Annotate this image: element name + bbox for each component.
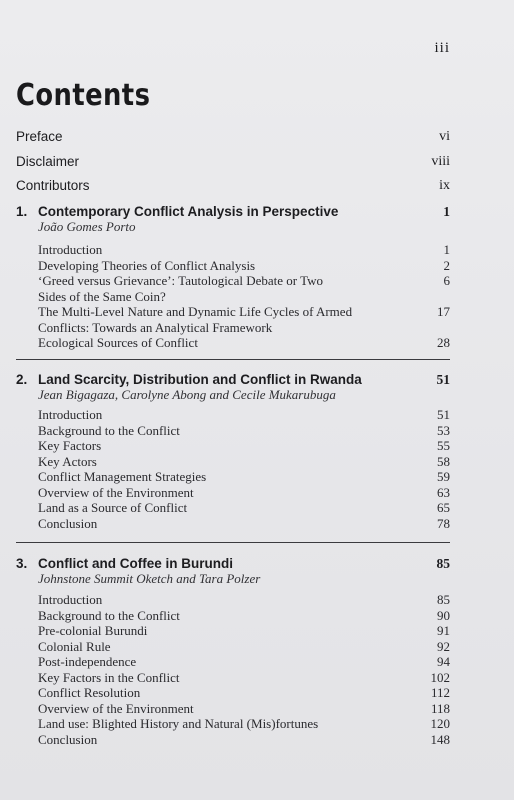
- section-entry: [38, 639, 450, 655]
- section-entry: [38, 732, 450, 748]
- section-page: 118: [430, 700, 450, 716]
- section-entry: [38, 335, 450, 351]
- section-entry: [38, 273, 450, 304]
- entry-page: viii: [431, 154, 450, 169]
- section-page: 112: [430, 685, 450, 700]
- section-page: 28: [437, 335, 450, 350]
- section-entry: [38, 242, 450, 258]
- section-entry: [38, 500, 450, 516]
- section-title: Colonial Rule: [38, 638, 111, 654]
- section-page: 148: [430, 731, 450, 747]
- section-page: 102: [430, 669, 450, 685]
- section-page: 91: [437, 623, 450, 638]
- section-title: Conflict Resolution: [38, 685, 141, 700]
- chapter-page: 85: [436, 556, 450, 571]
- section-entry: [38, 304, 450, 335]
- section-title: ‘Greed versus Grievance’: Tautological Debate or Two Sides of the Same Coin?: [38, 273, 324, 304]
- section-entry: [38, 716, 450, 732]
- chapter-page: 51: [436, 372, 450, 387]
- section-entry: [38, 685, 450, 701]
- section-page: 17: [437, 304, 450, 319]
- chapter-divider: [16, 542, 450, 543]
- toc-entry-contributors: [16, 178, 450, 193]
- section-entry: [38, 469, 450, 485]
- section-title: Conclusion: [38, 731, 98, 747]
- section-page: 63: [437, 484, 450, 500]
- chapter-heading: [16, 372, 450, 388]
- chapter-title: Contemporary Conflict Analysis in Perspective: [38, 204, 339, 219]
- section-page: 53: [437, 422, 450, 438]
- chapter-number: 1.: [16, 204, 28, 219]
- section-entry: [38, 654, 450, 670]
- chapter-authors: João Gomes Porto: [38, 219, 136, 234]
- section-entry: [38, 454, 450, 470]
- section-entry: [38, 438, 450, 454]
- section-entry: [38, 485, 450, 501]
- section-entry: [38, 407, 450, 423]
- section-title: Key Factors: [38, 438, 102, 453]
- section-page: 92: [437, 638, 450, 654]
- chapter-heading: [16, 204, 450, 220]
- section-title: Introduction: [38, 407, 103, 422]
- toc-entry-preface: [16, 129, 450, 144]
- section-page: 94: [437, 654, 450, 669]
- section-page: 59: [437, 469, 450, 484]
- page-number: iii: [434, 40, 450, 56]
- section-page: 85: [437, 592, 450, 607]
- entry-label: Preface: [16, 129, 63, 144]
- section-page: 55: [437, 438, 450, 453]
- section-title: Ecological Sources of Conflict: [38, 335, 198, 350]
- chapter-heading: [16, 556, 450, 572]
- section-entry: [38, 423, 450, 439]
- section-page: 51: [437, 407, 450, 422]
- section-title: Pre-colonial Burundi: [38, 623, 148, 638]
- section-page: 58: [437, 453, 450, 469]
- chapter-authors: Jean Bigagaza, Carolyne Abong and Cecile Mukarubuga: [38, 387, 336, 402]
- section-title: Land use: Blighted History and Natural (Mis)fortunes: [38, 716, 319, 731]
- section-title: The Multi-Level Nature and Dynamic Life Cycles of Armed Conflicts: Towards an Analytical Framework: [38, 304, 353, 335]
- section-entry: [38, 701, 450, 717]
- chapter-divider: [16, 359, 450, 360]
- section-title: Introduction: [38, 242, 103, 257]
- section-title: Conflict Management Strategies: [38, 469, 207, 484]
- chapter-page: 1: [443, 204, 450, 219]
- section-title: Post-independence: [38, 654, 137, 669]
- section-page: 1: [443, 242, 450, 257]
- entry-label: Contributors: [16, 178, 90, 193]
- chapter-number: 3.: [16, 556, 28, 571]
- section-page: 120: [430, 716, 450, 731]
- chapter-number: 2.: [16, 372, 28, 387]
- section-page: 78: [437, 515, 450, 531]
- section-entry: [38, 592, 450, 608]
- section-title: Background to the Conflict: [38, 607, 180, 623]
- section-page: 65: [437, 500, 450, 515]
- section-title: Conclusion: [38, 515, 98, 531]
- section-page: 90: [437, 607, 450, 623]
- section-title: Background to the Conflict: [38, 422, 180, 438]
- section-page: 2: [443, 257, 450, 273]
- contents-heading: Contents: [16, 78, 151, 113]
- chapter-3: [16, 556, 450, 747]
- section-title: Introduction: [38, 592, 103, 607]
- section-title: Key Actors: [38, 453, 97, 469]
- section-title: Overview of the Environment: [38, 484, 194, 500]
- entry-page: vi: [439, 129, 450, 144]
- entry-page: ix: [439, 178, 450, 193]
- chapter-authors: Johnstone Summit Oketch and Tara Polzer: [38, 571, 261, 586]
- section-title: Key Factors in the Conflict: [38, 669, 180, 685]
- section-page: 6: [443, 273, 450, 288]
- section-entry: [38, 623, 450, 639]
- toc-entry-disclaimer: [16, 154, 450, 169]
- section-title: Overview of the Environment: [38, 700, 194, 716]
- section-title: Developing Theories of Conflict Analysis: [38, 257, 256, 273]
- chapter-title: Conflict and Coffee in Burundi: [38, 556, 233, 571]
- section-entry: [38, 516, 450, 532]
- chapter-2: [16, 372, 450, 531]
- section-entry: [38, 608, 450, 624]
- section-title: Land as a Source of Conflict: [38, 500, 188, 515]
- section-entry: [38, 258, 450, 274]
- chapter-title: Land Scarcity, Distribution and Conflict in Rwanda: [38, 372, 362, 387]
- chapter-1: [16, 204, 450, 351]
- section-entry: [38, 670, 450, 686]
- entry-label: Disclaimer: [16, 154, 80, 169]
